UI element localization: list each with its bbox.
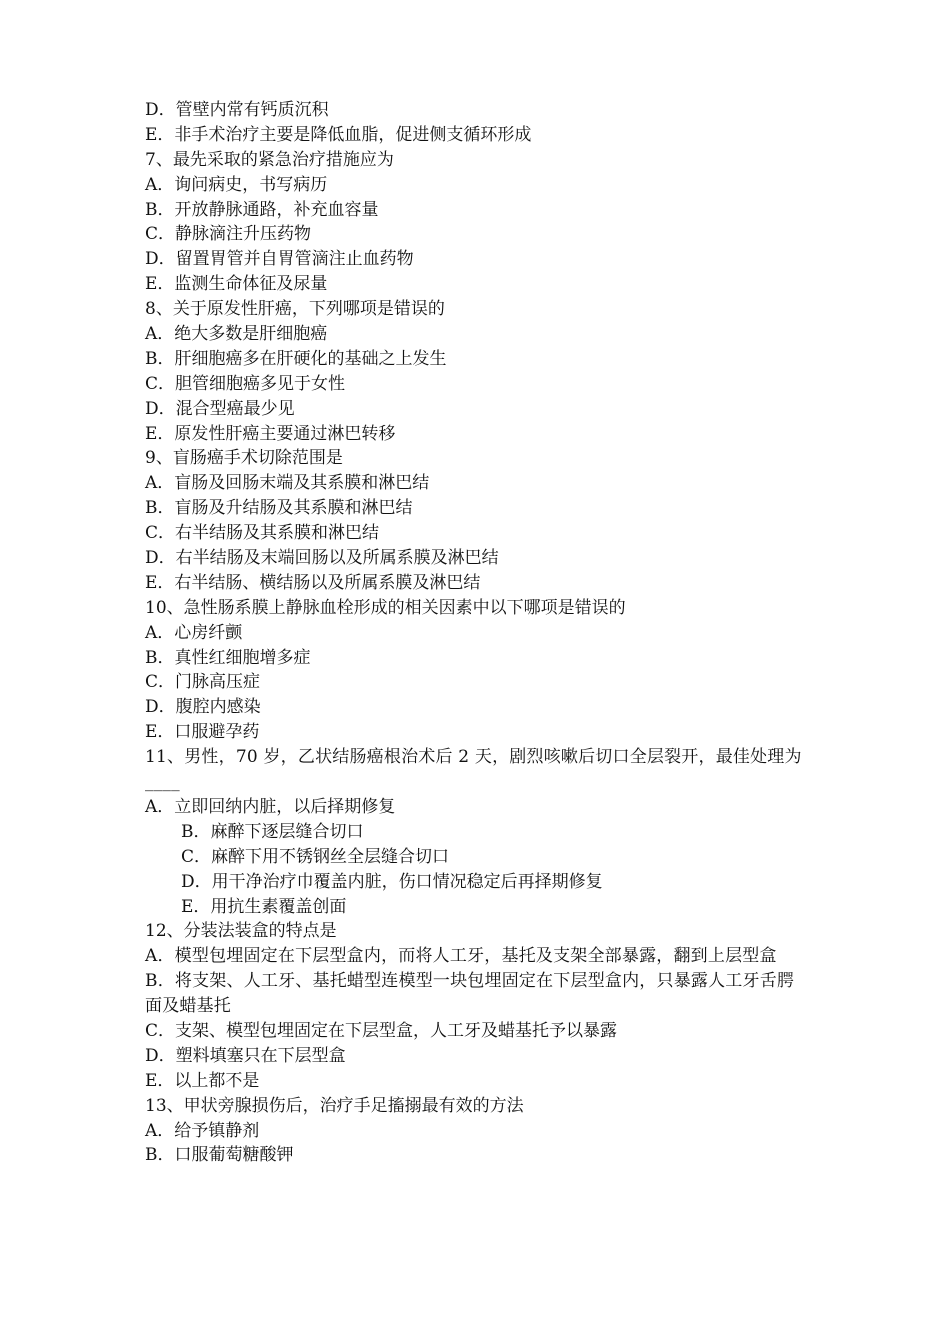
option-a: A．心房纤颤 bbox=[145, 622, 243, 643]
option-c: C．门脉高压症 bbox=[145, 672, 261, 693]
option-b: B．盲肠及升结肠及其系膜和淋巴结 bbox=[145, 498, 413, 519]
question-9: 9、盲肠癌手术切除范围是 bbox=[145, 448, 343, 469]
option-a: A．模型包埋固定在下层型盒内，而将人工牙，基托及支架全部暴露，翻到上层型盒 bbox=[145, 946, 777, 967]
exam-text-block bbox=[145, 98, 810, 1168]
option-a: A．立即回纳内脏，以后择期修复 bbox=[145, 796, 396, 817]
question-8: 8、关于原发性肝癌，下列哪项是错误的 bbox=[145, 299, 445, 320]
option-c: C．麻醉下用不锈钢丝全层缝合切口 bbox=[181, 846, 450, 867]
question-7: 7、最先采取的紧急治疗措施应为 bbox=[145, 149, 394, 170]
question-10: 10、急性肠系膜上静脉血栓形成的相关因素中以下哪项是错误的 bbox=[145, 597, 626, 618]
option-b: B．麻醉下逐层缝合切口 bbox=[181, 821, 364, 842]
option-e: E．右半结肠、横结肠以及所属系膜及淋巴结 bbox=[145, 572, 481, 593]
option-e: E．原发性肝癌主要通过淋巴转移 bbox=[145, 423, 396, 444]
option-c: C．静脉滴注升压药物 bbox=[145, 224, 312, 245]
option-e: E．监测生命体征及尿量 bbox=[145, 274, 328, 295]
option-b: B．开放静脉通路，补充血容量 bbox=[145, 199, 379, 220]
option-a: A．给予镇静剂 bbox=[145, 1120, 260, 1141]
option-b: B．真性红细胞增多症 bbox=[145, 647, 311, 668]
option-b: B．口服葡萄糖酸钾 bbox=[145, 1145, 294, 1166]
option-d: D．留置胃管并自胃管滴注止血药物 bbox=[145, 249, 414, 270]
option-d: D．混合型癌最少见 bbox=[145, 398, 295, 419]
option-d: D．腹腔内感染 bbox=[145, 697, 261, 718]
option-e: E．用抗生素覆盖创面 bbox=[181, 896, 347, 917]
option-a: A．盲肠及回肠末端及其系膜和淋巴结 bbox=[145, 473, 430, 494]
option-b: B．将支架、人工牙、基托蜡型连模型一块包埋固定在下层型盒内，只暴露人工牙舌腭面及蜡基托 bbox=[145, 971, 795, 1017]
option-c: C．支架、模型包埋固定在下层型盒，人工牙及蜡基托予以暴露 bbox=[145, 1021, 618, 1042]
question-13: 13、甲状旁腺损伤后，治疗手足搐搦最有效的方法 bbox=[145, 1095, 524, 1116]
option-d: D．右半结肠及末端回肠以及所属系膜及淋巴结 bbox=[145, 548, 499, 569]
option-e: E．口服避孕药 bbox=[145, 722, 260, 743]
option-b: B．肝细胞癌多在肝硬化的基础之上发生 bbox=[145, 348, 447, 369]
option-d: D．用干净治疗巾覆盖内脏，伤口情况稳定后再择期修复 bbox=[181, 871, 603, 892]
option-d: D．管壁内常有钙质沉积 bbox=[145, 100, 329, 120]
question-12: 12、分装法装盒的特点是 bbox=[145, 921, 337, 942]
option-d: D．塑料填塞只在下层型盒 bbox=[145, 1045, 346, 1066]
option-e: E．非手术治疗主要是降低血脂，促进侧支循环形成 bbox=[145, 124, 532, 145]
option-c: C．右半结肠及其系膜和淋巴结 bbox=[145, 523, 380, 544]
option-e: E．以上都不是 bbox=[145, 1070, 260, 1091]
question-11: 11、男性，70 岁，乙状结肠癌根治术后 2 天，剧烈咳嗽后切口全层裂开，最佳处理为____ bbox=[145, 747, 802, 793]
option-a: A．询问病史，书写病历 bbox=[145, 174, 328, 195]
option-a: A．绝大多数是肝细胞癌 bbox=[145, 324, 328, 345]
option-c: C．胆管细胞癌多见于女性 bbox=[145, 373, 346, 394]
